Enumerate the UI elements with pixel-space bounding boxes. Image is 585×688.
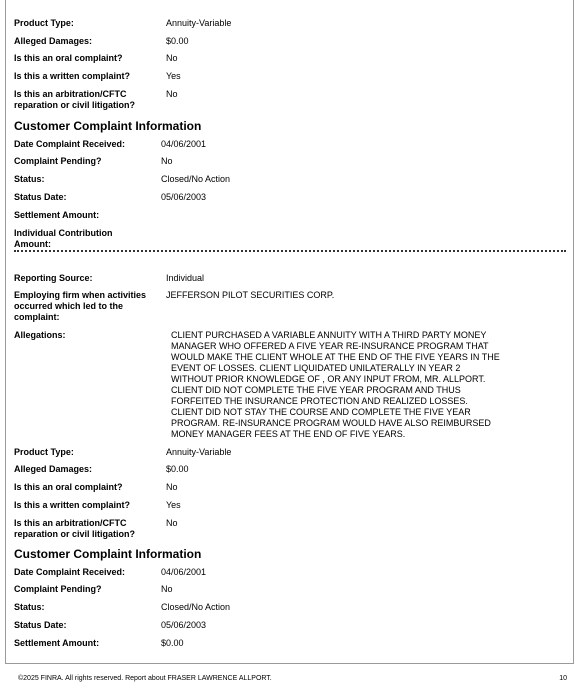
allegations-line: MANAGER WHO OFFERED A FIVE YEAR RE-INSURANCE PROGRAM THAT — [171, 341, 489, 351]
employing-firm-value: JEFFERSON PILOT SECURITIES CORP. — [166, 290, 335, 300]
field-label: Status Date: — [14, 192, 67, 202]
section-title: Customer Complaint Information — [14, 547, 202, 561]
field-label: Settlement Amount: — [14, 210, 100, 220]
allegations-line: FORFEITED THE INSURANCE PROTECTION AND REALIZED LOSSES. — [171, 396, 468, 406]
section-title: Customer Complaint Information — [14, 119, 202, 133]
allegations-line: EVENT OF LOSSES. CLIENT LIQUIDATED UNILATERALLY IN YEAR 2 — [171, 363, 461, 373]
field-label: Status: — [14, 602, 45, 612]
field-label: Is this an arbitration/CFTC reparation or civil litigation? — [14, 89, 136, 110]
field-label: Is this a written complaint? — [14, 71, 131, 81]
field-value: No — [161, 584, 173, 594]
field-value: No — [166, 482, 178, 492]
field-label: Product Type: — [14, 447, 74, 457]
field-value: 04/06/2001 — [161, 567, 207, 577]
allegations-line: CLIENT DID NOT COMPLETE THE FIVE YEAR PROGRAM AND THUS — [171, 385, 461, 395]
field-value: Annuity-Variable — [166, 18, 232, 28]
reporting-source-label: Reporting Source: — [14, 273, 93, 283]
allegations-line: MONEY MANAGER FEES AT THE END OF FIVE YEARS. — [171, 429, 406, 439]
field-value: 05/06/2003 — [161, 192, 207, 202]
field-value: Yes — [166, 71, 181, 81]
field-label: Complaint Pending? — [14, 156, 102, 166]
reporting-source-value: Individual — [166, 273, 205, 283]
field-label: Individual Contribution Amount: — [14, 228, 113, 249]
allegations-line: WOULD MAKE THE CLIENT WHOLE AT THE END OF THE FIVE YEARS IN THE — [171, 352, 500, 362]
field-label: Is this an oral complaint? — [14, 482, 123, 492]
field-value: Yes — [166, 500, 181, 510]
page-number: 10 — [559, 675, 567, 682]
field-label: Status Date: — [14, 620, 67, 630]
field-label: Date Complaint Received: — [14, 139, 126, 149]
field-value: Closed/No Action — [161, 602, 231, 612]
field-value: No — [166, 89, 178, 99]
field-label: Alleged Damages: — [14, 36, 93, 46]
allegations-line: WITHOUT PRIOR KNOWLEDGE OF , OR ANY INPUT FROM, MR. ALLPORT. — [171, 374, 486, 384]
field-value: 04/06/2001 — [161, 139, 207, 149]
field-value: No — [161, 156, 173, 166]
field-value: No — [166, 518, 178, 528]
field-label: Complaint Pending? — [14, 584, 102, 594]
allegations-text — [171, 330, 536, 440]
allegations-line: CLIENT DID NOT STAY THE COURSE AND COMPLETE THE FIVE YEAR — [171, 407, 471, 417]
field-label: Settlement Amount: — [14, 638, 100, 648]
field-label: Status: — [14, 174, 45, 184]
field-label: Alleged Damages: — [14, 464, 93, 474]
employing-firm-label: Employing firm when activities occurred which led to the complaint: — [14, 290, 147, 322]
allegations-line: PROGRAM. RE-INSURANCE PROGRAM WOULD HAVE ALSO REIMBURSED — [171, 418, 491, 428]
field-label: Is this an oral complaint? — [14, 53, 123, 63]
dotted-separator — [14, 250, 566, 252]
field-value: No — [166, 53, 178, 63]
field-label: Date Complaint Received: — [14, 567, 126, 577]
field-value: $0.00 — [161, 638, 184, 648]
field-value: 05/06/2003 — [161, 620, 207, 630]
allegations-line: CLIENT PURCHASED A VARIABLE ANNUITY WITH A THIRD PARTY MONEY — [171, 330, 487, 340]
field-label: Product Type: — [14, 18, 74, 28]
page-frame — [5, 0, 574, 664]
field-value: $0.00 — [166, 36, 189, 46]
field-value: Annuity-Variable — [166, 447, 232, 457]
field-label: Is this a written complaint? — [14, 500, 131, 510]
field-label: Is this an arbitration/CFTC reparation or civil litigation? — [14, 518, 136, 539]
field-value: Closed/No Action — [161, 174, 231, 184]
allegations-label: Allegations: — [14, 330, 66, 340]
field-value: $0.00 — [166, 464, 189, 474]
footer-copyright: ©2025 FINRA. All rights reserved. Report about FRASER LAWRENCE ALLPORT. — [18, 675, 272, 682]
